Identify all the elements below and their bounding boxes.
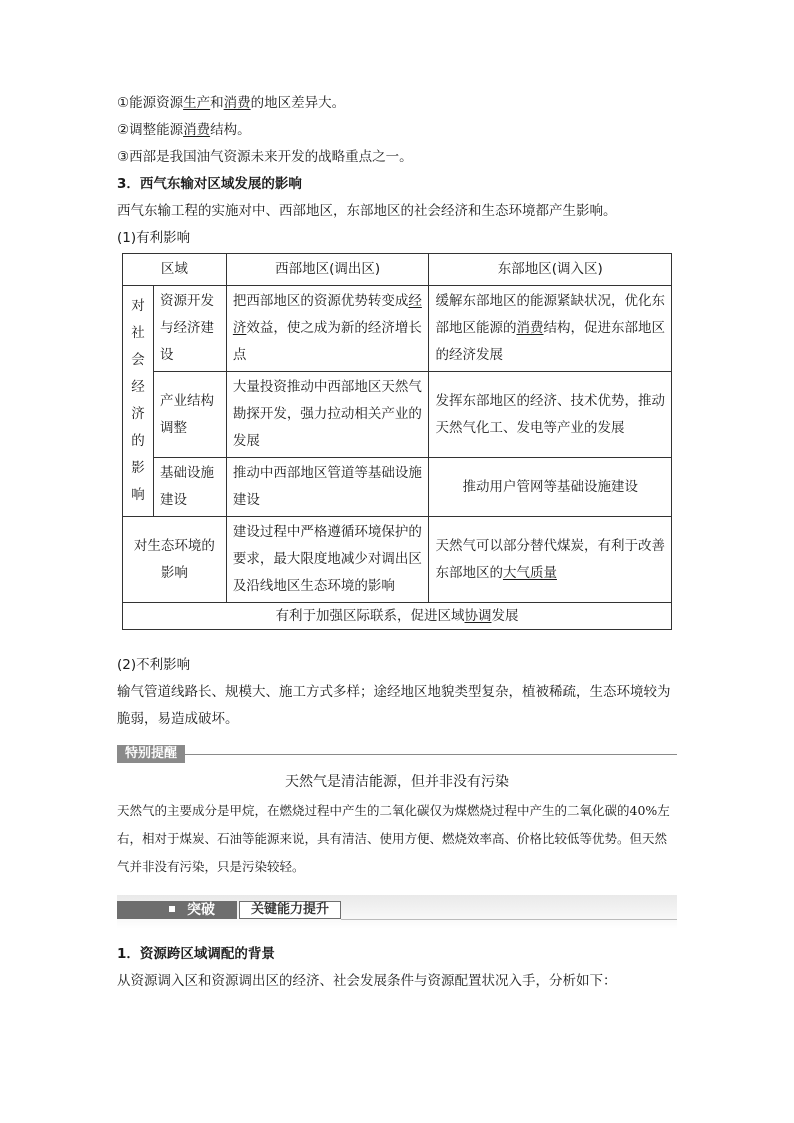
social-economic-label: 对社会经济的影响 bbox=[123, 286, 154, 517]
divider bbox=[341, 919, 677, 920]
east-cell: 缓解东部地区的能源紧缺状况，优化东部地区能源的消费结构，促进东部地区的经济发展 bbox=[429, 286, 672, 372]
point-1: ①能源资源生产和消费的地区差异大。 bbox=[117, 95, 346, 111]
table-row bbox=[123, 372, 672, 458]
intro-paragraph: 西气东输工程的实施对中、西部地区，东部地区的社会经济和生态环境都产生影响。 bbox=[117, 203, 617, 219]
east-cell: 天然气可以部分替代煤炭，有利于改善东部地区的大气质量 bbox=[429, 517, 672, 603]
negative-impact-title: (2)不利影响 bbox=[117, 657, 191, 673]
table-row bbox=[123, 458, 672, 517]
east-cell: 推动用户管网等基础设施建设 bbox=[429, 458, 672, 517]
special-tip-bar bbox=[117, 745, 677, 763]
table-footer-row bbox=[123, 603, 672, 630]
background-heading: 1．资源跨区域调配的背景 bbox=[117, 946, 275, 962]
row-label: 产业结构调整 bbox=[153, 372, 226, 458]
key-ability-tag: 关键能力提升 bbox=[239, 901, 341, 919]
east-cell: 发挥东部地区的经济、技术优势，推动天然气化工、发电等产业的发展 bbox=[429, 372, 672, 458]
table-header-row bbox=[123, 254, 672, 286]
breakthrough-tag: 突破 bbox=[117, 901, 237, 919]
west-cell: 大量投资推动中西部地区天然气勘探开发，强力拉动相关产业的发展 bbox=[226, 372, 429, 458]
west-cell: 推动中西部地区管道等基础设施建设 bbox=[226, 458, 429, 517]
positive-impact-title: (1)有利影响 bbox=[117, 230, 191, 246]
header-region: 区域 bbox=[123, 254, 227, 286]
special-tip-label: 特别提醒 bbox=[117, 745, 185, 763]
negative-impact-text: 输气管道线路长、规模大、施工方式多样；途经地区地貌类型复杂，植被稀疏，生态环境较为脆弱，易造成破坏。 bbox=[117, 684, 671, 727]
header-west: 西部地区(调出区) bbox=[226, 254, 429, 286]
row-label: 基础设施建设 bbox=[153, 458, 226, 517]
header-east: 东部地区(调入区) bbox=[429, 254, 672, 286]
section-heading-3: 3．西气东输对区域发展的影响 bbox=[117, 176, 302, 192]
section-banner bbox=[117, 895, 677, 929]
table-footer: 有利于加强区际联系，促进区域协调发展 bbox=[123, 603, 672, 630]
table-row bbox=[123, 517, 672, 603]
tip-title: 天然气是清洁能源，但并非没有污染 bbox=[285, 774, 509, 790]
point-2: ②调整能源消费结构。 bbox=[117, 122, 251, 138]
tip-body: 天然气的主要成分是甲烷，在燃烧过程中产生的二氧化碳仅为煤燃烧过程中产生的二氧化碳的40%左右，相对于煤炭、石油等能源来说，具有清洁、使用方便、燃烧效率高、价格比较低等优势。但天然气并非没有污染，只是污染较轻。 bbox=[117, 803, 670, 874]
west-cell: 建设过程中严格遵循环境保护的要求，最大限度地减少对调出区及沿线地区生态环境的影响 bbox=[226, 517, 429, 603]
west-cell: 把西部地区的资源优势转变成经济效益，使之成为新的经济增长点 bbox=[226, 286, 429, 372]
square-icon bbox=[169, 906, 175, 912]
analysis-intro: 从资源调入区和资源调出区的经济、社会发展条件与资源配置状况入手，分析如下： bbox=[117, 973, 617, 989]
point-3: ③西部是我国油气资源未来开发的战略重点之一。 bbox=[117, 149, 413, 165]
impact-table bbox=[122, 253, 672, 630]
eco-label: 对生态环境的影响 bbox=[123, 517, 227, 603]
divider bbox=[117, 754, 677, 755]
row-label: 资源开发与经济建设 bbox=[153, 286, 226, 372]
table-row bbox=[123, 286, 672, 372]
page-content bbox=[117, 90, 677, 995]
